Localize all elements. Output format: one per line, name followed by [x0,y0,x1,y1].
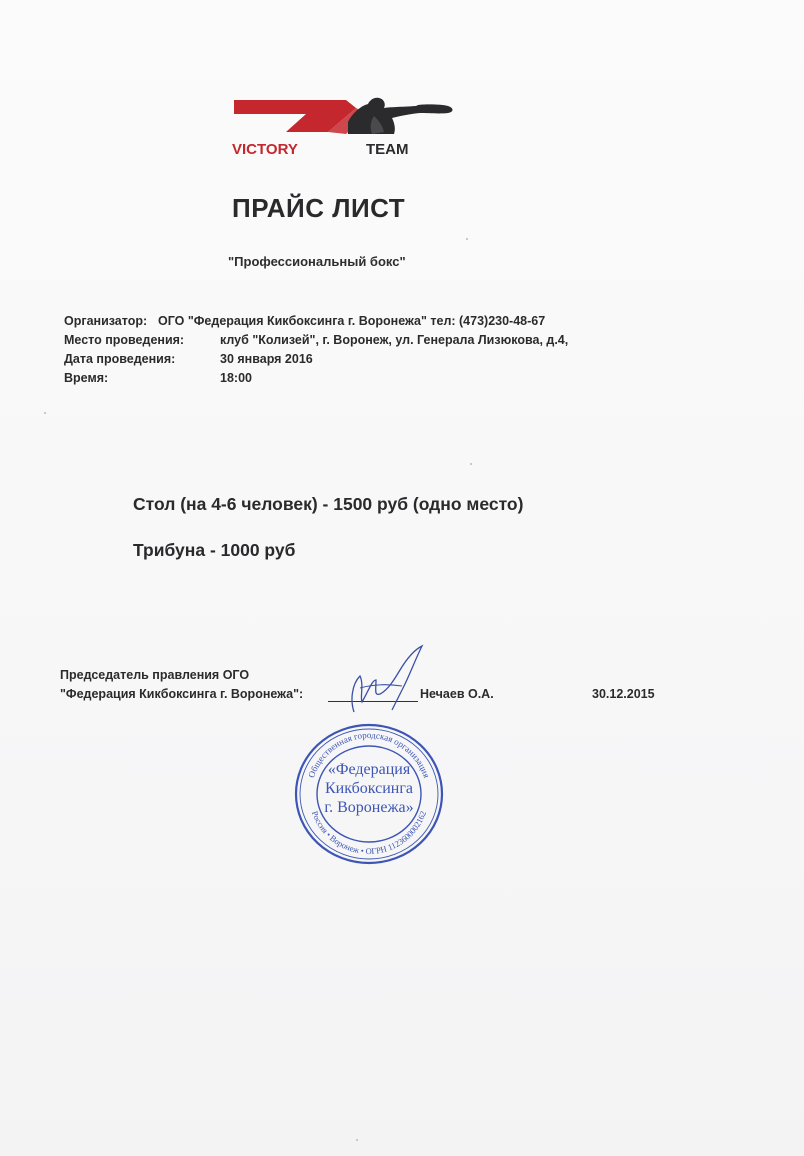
info-value-organizer: ОГО "Федерация Кикбоксинга г. Воронежа" тел: (473)230-48-67 [158,314,546,328]
paper-speck [44,412,46,414]
handwritten-signature [330,640,440,720]
price-list [133,494,523,586]
stamp-ring-bottom: Россия • Воронеж • ОГРН 1123600002162 [309,809,429,857]
signatory-org: "Федерация Кикбоксинга г. Воронежа": [60,687,304,701]
info-row-time [64,371,252,390]
stamp-center-line1: «Федерация [327,761,411,778]
stamp-center-line3: г. Воронежа» [324,799,414,816]
info-label-date: Дата проведения: [64,352,176,366]
page-title: ПРАЙС ЛИСТ [232,193,406,223]
logo-text-team: TEAM [366,141,409,158]
info-value-time: 18:00 [220,371,252,385]
info-row-date [64,352,313,371]
boxer-silhouette-icon [228,92,464,162]
info-row-venue [64,333,569,352]
official-stamp [293,722,445,866]
paper-speck [356,1139,358,1141]
stamp-center-line2: Кикбоксинга [324,780,413,797]
stamp-ring-top: Общественная городская организация [306,729,432,780]
page-subtitle: "Профессиональный бокс" [228,254,406,269]
paper-speck [470,463,472,465]
signer-name: Нечаев О.А. [420,687,494,701]
signatory-title: Председатель правления ОГО [60,668,250,682]
info-value-date: 30 января 2016 [220,352,313,366]
logo-text-victory: VICTORY [232,141,298,158]
price-item-table: Стол (на 4-6 человек) - 1500 руб (одно место) [133,494,524,514]
info-label-venue: Место проведения: [64,333,185,347]
info-row-organizer [64,314,546,333]
info-label-organizer: Организатор: [64,314,148,328]
stamp-center-text [293,760,445,817]
info-label-time: Время: [64,371,109,385]
event-info [64,314,569,390]
signature-date: 30.12.2015 [592,687,655,701]
paper-speck [466,238,468,240]
victory-team-logo [228,92,464,162]
info-value-venue: клуб "Колизей", г. Воронеж, ул. Генерала Лизюкова, д.4, [220,333,569,347]
price-item-tribune: Трибуна - 1000 руб [133,540,296,560]
